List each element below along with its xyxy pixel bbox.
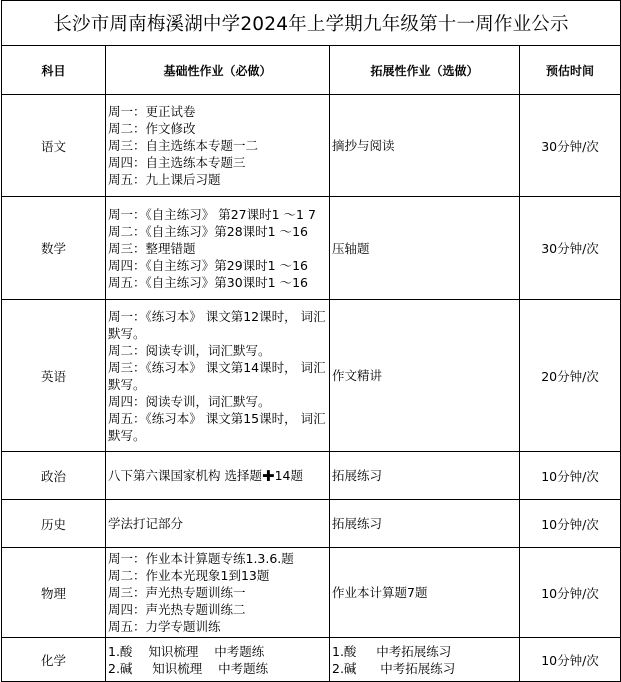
extension-homework-cell (330, 548, 520, 638)
basic-line: 周一：更正试卷 (108, 104, 196, 119)
basic-line (108, 467, 327, 484)
plus-icon: ✚ (261, 467, 275, 485)
extension-line: 2.碱 中考拓展练习 (332, 660, 456, 676)
extension-line: 拓展练习 (332, 468, 383, 483)
table-row-physics (2, 548, 621, 638)
page-title: 长沙市周南梅溪湖中学2024年上学期九年级第十一周作业公示 (2, 1, 621, 46)
basic-line: 周三：《练习本》 课文第14课时， 词汇默写。 (108, 359, 326, 392)
homework-table (1, 0, 621, 682)
time-cell: 10分钟/次 (520, 548, 621, 638)
extension-homework-cell (330, 300, 520, 452)
basic-line: 周五：力学专题训练 (108, 619, 221, 634)
basic-homework-cell (106, 638, 330, 682)
table-row-math (2, 197, 621, 300)
subject-cell: 历史 (2, 500, 106, 548)
basic-line: 1.酸 知识梳理 中考题练 (108, 643, 265, 659)
subject-cell: 英语 (2, 300, 106, 452)
basic-text-after: 14题 (274, 468, 303, 483)
extension-homework-cell (330, 500, 520, 548)
basic-line: 周一：《自主练习》 第27课时1 ～1 7 (108, 206, 316, 222)
time-cell: 10分钟/次 (520, 500, 621, 548)
subject-cell: 物理 (2, 548, 106, 638)
subject-cell: 数学 (2, 197, 106, 300)
header-subject: 科目 (2, 46, 106, 95)
extension-line: 作文精讲 (332, 368, 383, 383)
basic-homework-cell (106, 300, 330, 452)
extension-line: 压轴题 (332, 240, 370, 256)
extension-line: 1.酸 中考拓展练习 (332, 643, 452, 659)
table-row-history (2, 500, 621, 548)
basic-line: 周五：《自主练习》第30课时1 ～16 (108, 274, 308, 290)
basic-homework-cell (106, 548, 330, 638)
header-extension: 拓展性作业（选做） (330, 46, 520, 95)
basic-homework-cell (106, 452, 330, 500)
table-row-english (2, 300, 621, 452)
basic-line: 2.碱 知识梳理 中考题练 (108, 660, 269, 676)
extension-line: 拓展练习 (332, 516, 383, 531)
extension-homework-cell (330, 95, 520, 197)
basic-line: 周三：整理错题 (108, 240, 196, 256)
subject-cell: 语文 (2, 95, 106, 197)
table-row-politics (2, 452, 621, 500)
basic-line: 周四：声光热专题训练二 (108, 602, 246, 617)
extension-homework-cell (330, 452, 520, 500)
basic-homework-cell (106, 95, 330, 197)
extension-homework-cell (330, 638, 520, 682)
basic-text-before: 八下第六课国家机构 选择题 (108, 468, 262, 483)
extension-line: 摘抄与阅读 (332, 138, 395, 153)
basic-line: 周四：阅读专训，词汇默写。 (108, 393, 271, 409)
basic-homework-cell (106, 197, 330, 300)
header-time: 预估时间 (520, 46, 621, 95)
basic-line: 周四：自主选练本专题三 (108, 155, 246, 170)
basic-line: 周一：《练习本》 课文第12课时， 词汇默写。 (108, 308, 326, 341)
time-cell: 10分钟/次 (520, 638, 621, 682)
basic-line: 周二：阅读专训，词汇默写。 (108, 342, 271, 358)
table-row-chemistry (2, 638, 621, 682)
basic-line: 周三：声光热专题训练一 (108, 585, 246, 600)
subject-cell: 政治 (2, 452, 106, 500)
basic-line: 周二：作文修改 (108, 121, 196, 136)
header-row (2, 46, 621, 95)
time-cell: 20分钟/次 (520, 300, 621, 452)
basic-line: 周二：作业本光现象1到13题 (108, 568, 270, 583)
extension-line: 作业本计算题7题 (332, 585, 428, 600)
basic-homework-cell (106, 500, 330, 548)
subject-cell: 化学 (2, 638, 106, 682)
header-basic: 基础性作业（必做） (106, 46, 330, 95)
basic-line: 周二：《自主练习》第28课时1 ～16 (108, 223, 308, 239)
title-row (2, 1, 621, 46)
basic-line: 周五：九上课后习题 (108, 172, 221, 187)
table-row-chinese (2, 95, 621, 197)
basic-line: 学法打记部分 (108, 516, 184, 531)
basic-line: 周一：作业本计算题专练1.3.6.题 (108, 551, 294, 566)
basic-line: 周四：《自主练习》第29课时1 ～16 (108, 257, 308, 273)
basic-line: 周三：自主选练本专题一二 (108, 138, 259, 153)
extension-homework-cell (330, 197, 520, 300)
time-cell: 30分钟/次 (520, 197, 621, 300)
time-cell: 30分钟/次 (520, 95, 621, 197)
basic-line: 周五：《练习本》 课文第15课时， 词汇默写。 (108, 410, 326, 443)
time-cell: 10分钟/次 (520, 452, 621, 500)
